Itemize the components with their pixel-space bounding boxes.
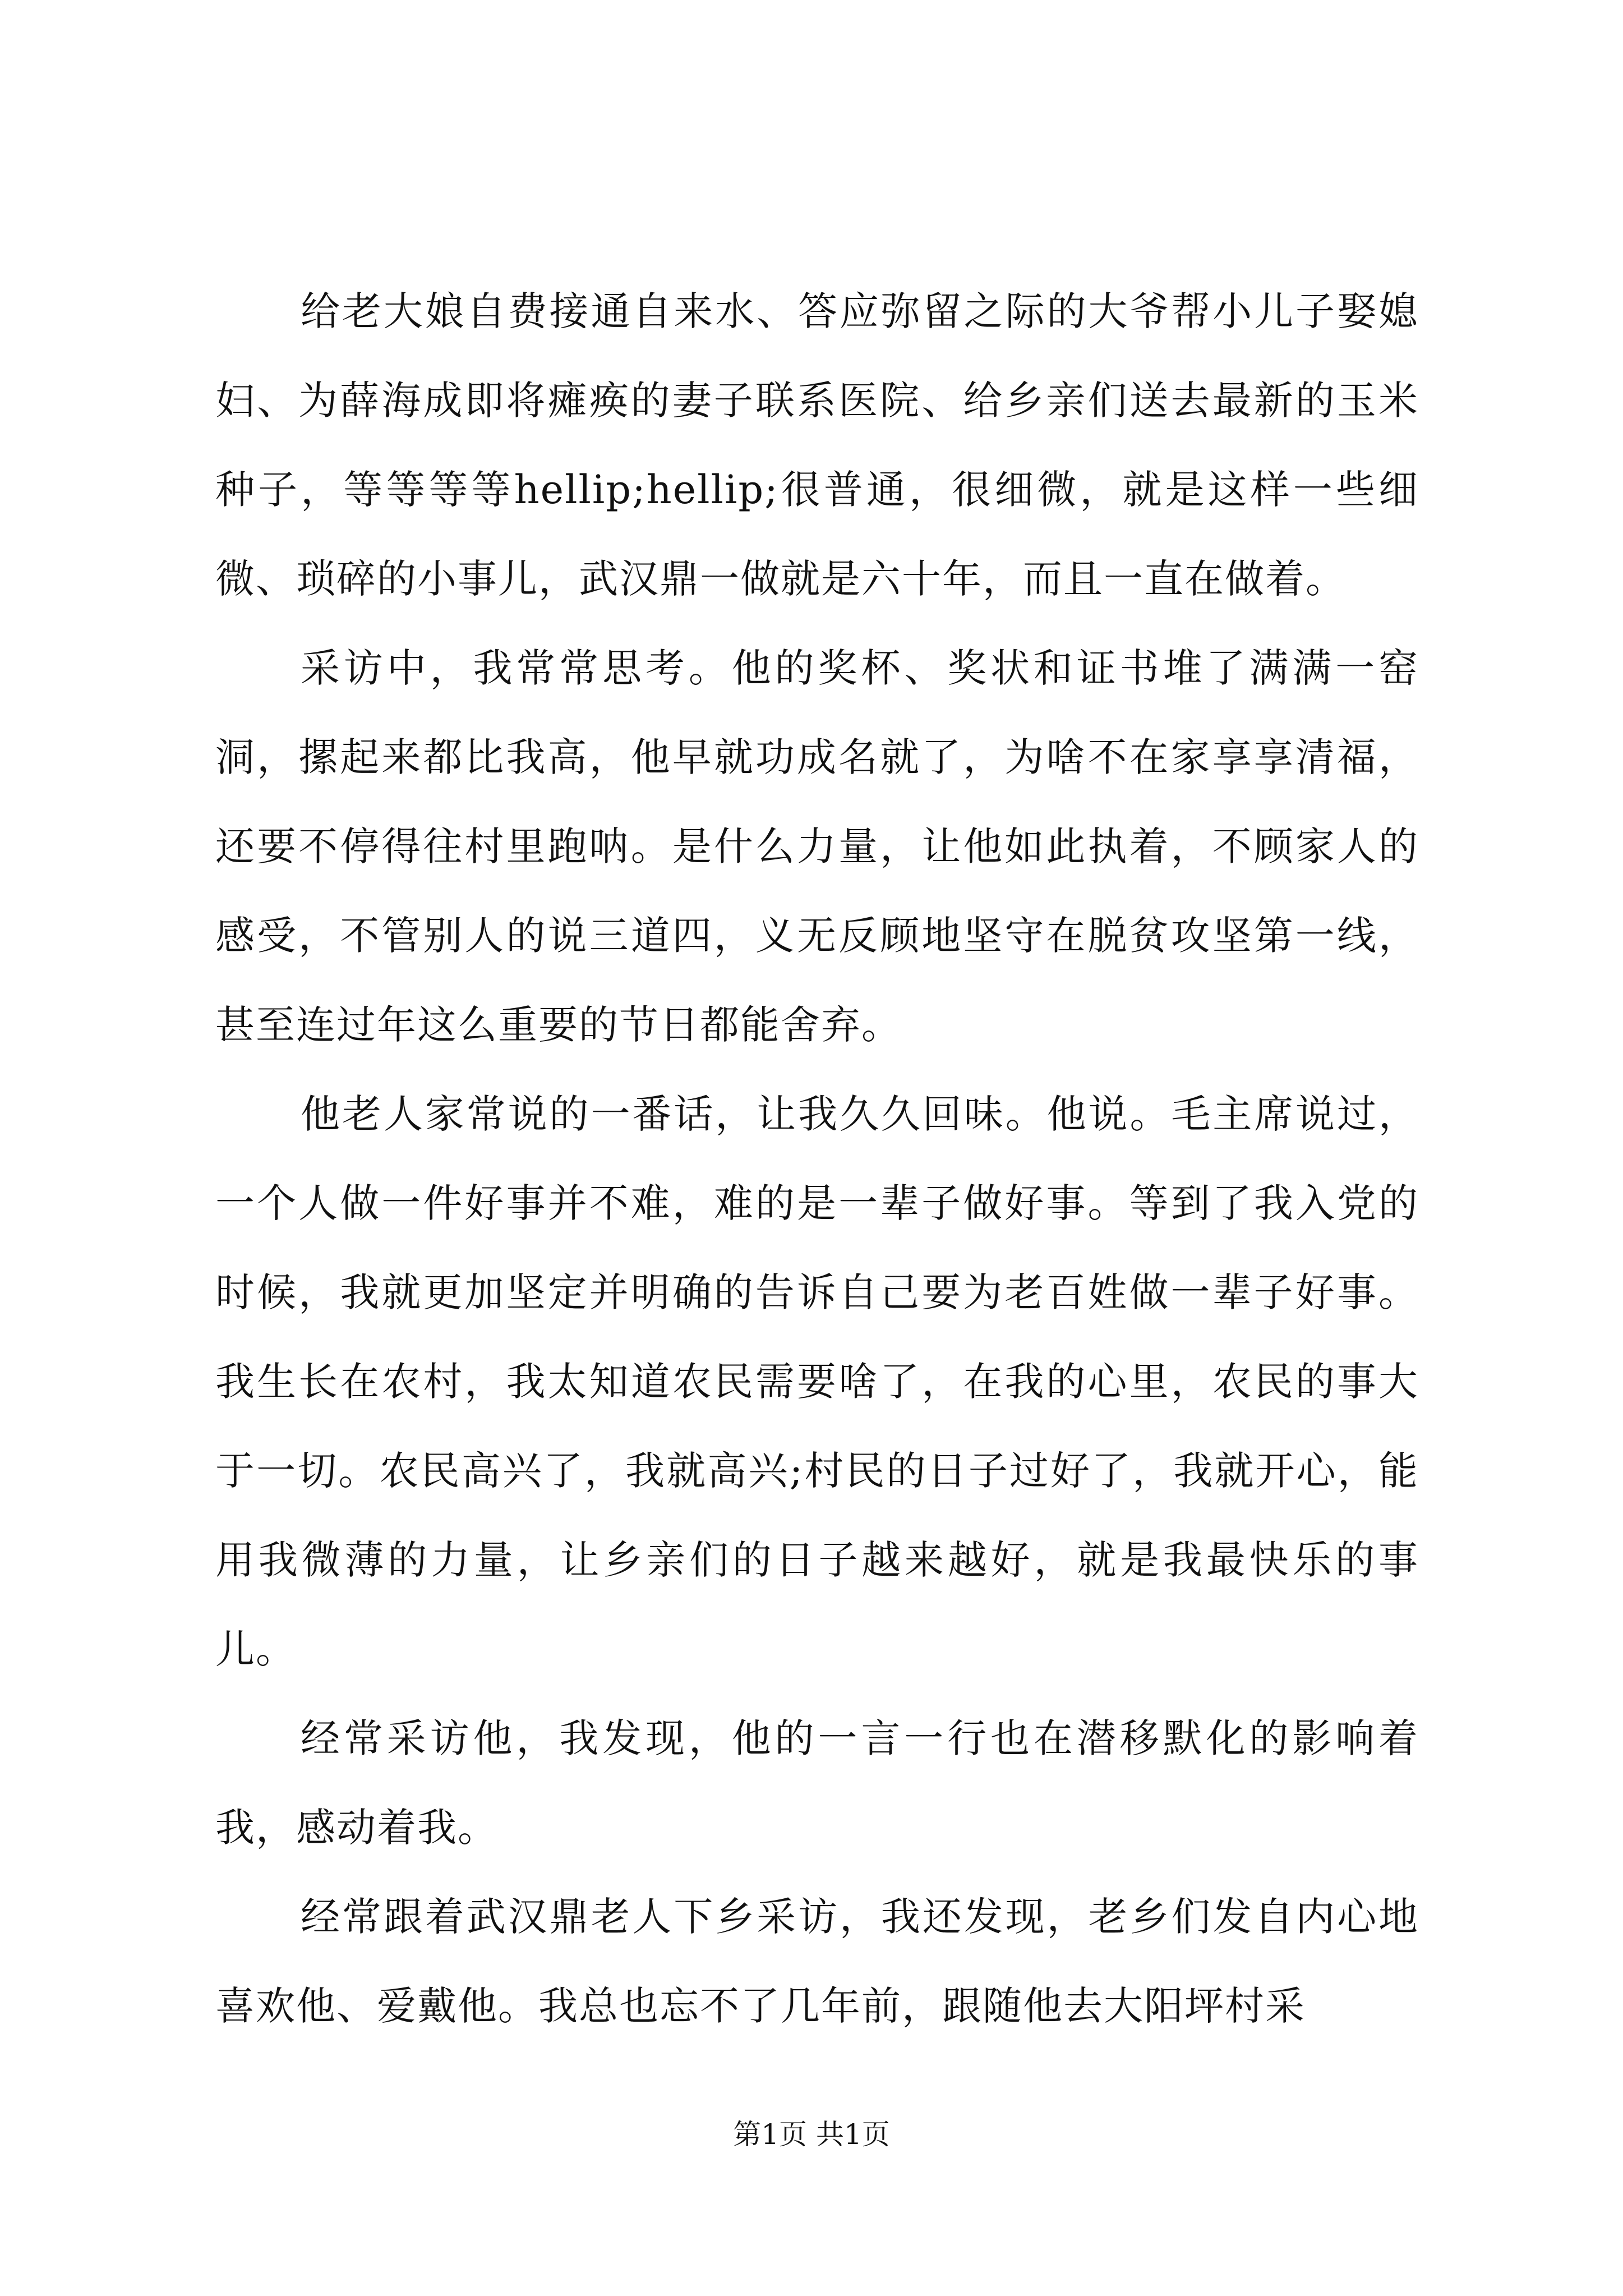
- page-number-footer: 第1页 共1页: [733, 2118, 890, 2151]
- paragraph-2: 采访中，我常常思考。他的奖杯、奖状和证书堆了满满一窑洞，摞起来都比我高，他早就功成名就了，为啥不在家享享清福，还要不停得往村里跑呐。是什么力量，让他如此执着，不顾家人的感受，不管别人的说三道四，义无反顾地坚守在脱贫攻坚第一线，甚至连过年这么重要的节日都能舍弃。: [215, 645, 1419, 1048]
- document-body: [215, 267, 1419, 2051]
- paragraph-3: 他老人家常说的一番话，让我久久回味。他说。毛主席说过，一个人做一件好事并不难，难的是一辈子做好事。等到了我入党的时候，我就更加坚定并明确的告诉自己要为老百姓做一辈子好事。我生长在农村，我太知道农民需要啥了，在我的心里，农民的事大于一切。农民高兴了，我就高兴;村民的日子过好了，我就开心，能用我微薄的力量，让乡亲们的日子越来越好，就是我最快乐的事儿。: [215, 1091, 1419, 1672]
- paragraph-4: 经常采访他，我发现，他的一言一行也在潜移默化的影响着我，感动着我。: [215, 1715, 1419, 1851]
- paragraph-5: 经常跟着武汉鼎老人下乡采访，我还发现，老乡们发自内心地喜欢他、爱戴他。我总也忘不了几年前，跟随他去大阳坪村采: [215, 1894, 1419, 2029]
- paragraph-1: 给老大娘自费接通自来水、答应弥留之际的大爷帮小儿子娶媳妇、为薛海成即将瘫痪的妻子联系医院、给乡亲们送去最新的玉米种子，等等等等hellip;hellip;很普通，很细微，就是这样一些细微、琐碎的小事儿，武汉鼎一做就是六十年，而且一直在做着。: [215, 288, 1419, 602]
